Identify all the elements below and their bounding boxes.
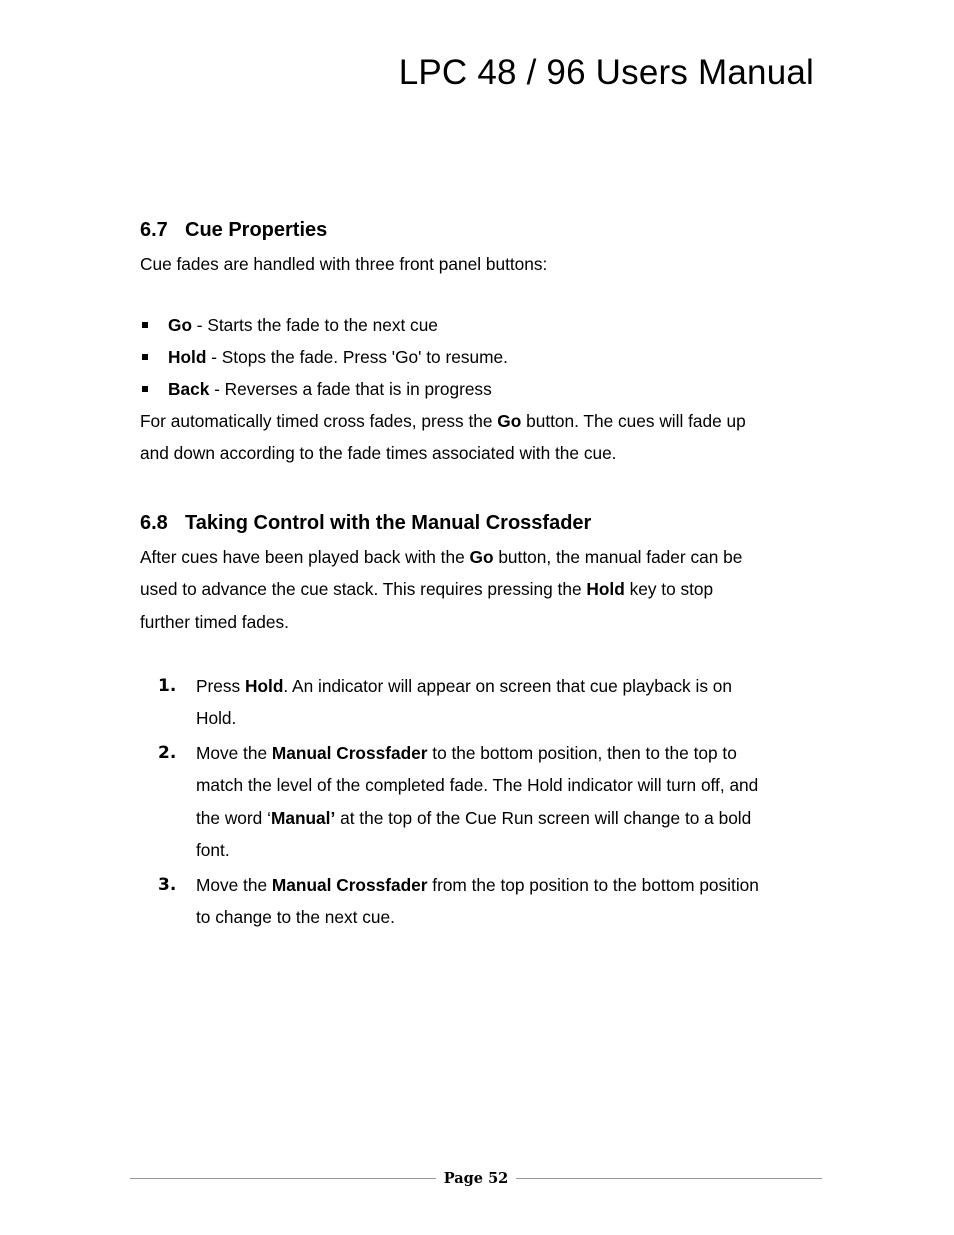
- footer-rule-right: [516, 1178, 822, 1179]
- step-item: [140, 869, 815, 934]
- bold-run: Go: [469, 547, 494, 567]
- text-run: After cues have been played back with the: [140, 547, 470, 567]
- button-list: [140, 309, 815, 405]
- bullet-square-icon: [142, 354, 148, 360]
- text-run: and down according to the fade times associated with the cue.: [140, 443, 617, 464]
- bold-run: Manual’: [270, 807, 336, 828]
- step-number: 3.: [158, 874, 177, 895]
- bold-run: Go: [497, 411, 522, 431]
- list-item: [140, 373, 815, 405]
- text-run: . An indicator will appear on screen that cue playback is on: [283, 676, 733, 696]
- text-run: used to advance the cue stack. This requires pressing the: [140, 579, 587, 600]
- step-item: [140, 670, 815, 735]
- section-heading-6-8: [140, 512, 591, 535]
- text-run: at the top of the Cue Run screen will change to a bold: [335, 807, 752, 828]
- text-run: Move the: [196, 874, 272, 895]
- list-item-text: - Starts the fade to the next cue: [192, 315, 438, 335]
- section-number: 6.8: [140, 512, 168, 534]
- step-number: 2.: [158, 743, 177, 764]
- section-intro: Cue fades are handled with three front panel buttons:: [140, 254, 548, 274]
- text-run: For automatically timed cross fades, press the: [140, 411, 498, 431]
- list-item: [140, 309, 815, 341]
- bullet-square-icon: [142, 386, 148, 392]
- page-number: Page 52: [443, 1170, 509, 1187]
- list-item-term: Back: [168, 379, 210, 399]
- bold-run: Manual Crossfader: [271, 874, 428, 895]
- bold-run: Manual Crossfader: [271, 743, 428, 764]
- paragraph: [140, 405, 815, 470]
- text-run: button. The cues will fade up: [521, 411, 746, 431]
- page-footer: [130, 1167, 822, 1191]
- steps-list: [140, 670, 815, 936]
- text-run: button, the manual fader can be: [493, 547, 743, 567]
- text-run: font.: [196, 840, 230, 861]
- step-item: [140, 737, 815, 866]
- text-run: to the bottom position, then to the top to: [427, 743, 737, 764]
- list-item-text: - Reverses a fade that is in progress: [209, 379, 492, 399]
- section-number: 6.7: [140, 219, 168, 241]
- page-header-title: LPC 48 / 96 Users Manual: [398, 53, 814, 92]
- section-title: Cue Properties: [185, 219, 328, 241]
- text-run: further timed fades.: [140, 611, 289, 632]
- text-run: Move the: [196, 743, 272, 764]
- step-number: 1.: [158, 676, 177, 696]
- text-run: Hold.: [196, 708, 237, 729]
- list-item: [140, 341, 815, 373]
- text-run: to change to the next cue.: [196, 907, 395, 928]
- text-run: match the level of the completed fade. The Hold indicator will turn off, and: [196, 775, 759, 796]
- paragraph: [140, 541, 815, 638]
- list-item-term: Hold: [168, 347, 207, 367]
- section-heading-6-7: [140, 219, 327, 242]
- bullet-square-icon: [142, 322, 148, 328]
- list-item-text: - Stops the fade. Press 'Go' to resume.: [206, 347, 508, 367]
- footer-rule-left: [130, 1178, 436, 1179]
- bold-run: Hold: [244, 676, 284, 696]
- bold-run: Hold: [586, 579, 625, 600]
- text-run: from the top position to the bottom position: [427, 874, 759, 895]
- text-run: the word ‘: [196, 807, 271, 828]
- list-item-term: Go: [168, 315, 192, 335]
- text-run: key to stop: [624, 579, 714, 600]
- text-run: Press: [196, 676, 245, 696]
- section-title: Taking Control with the Manual Crossfader: [185, 512, 592, 534]
